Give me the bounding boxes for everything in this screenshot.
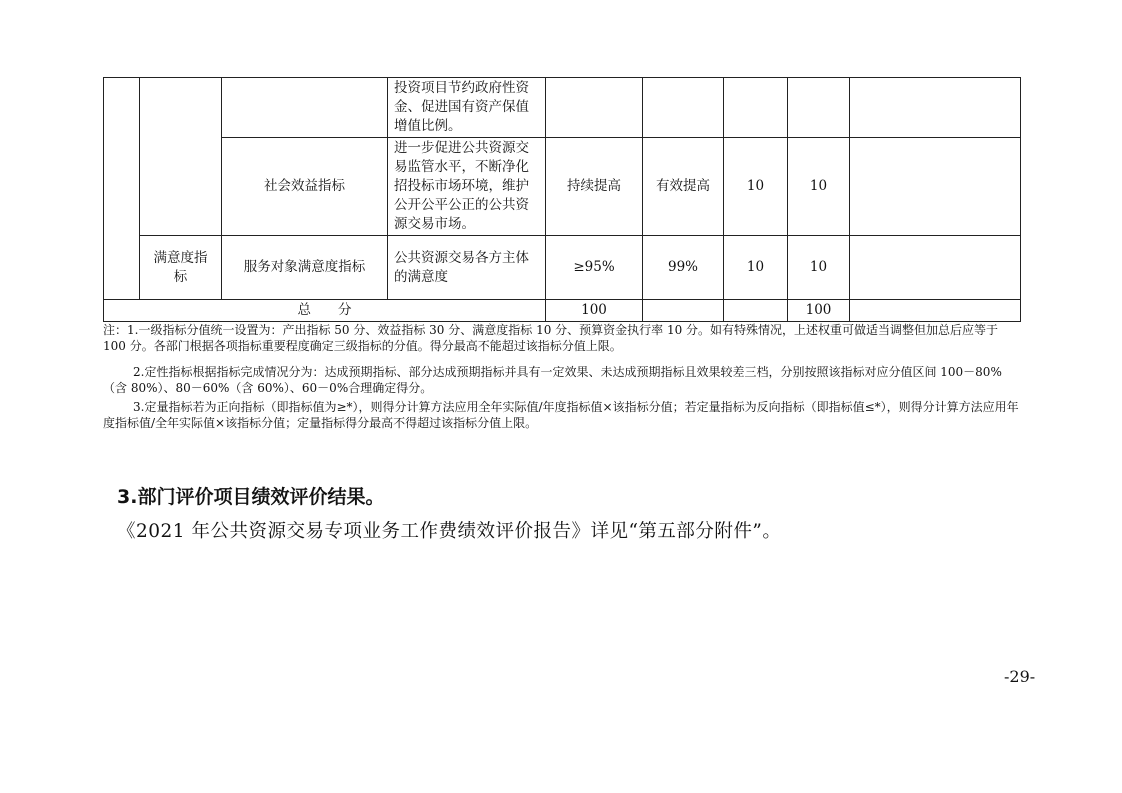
target-cell [546, 78, 643, 138]
actual-value: 99% [643, 236, 724, 300]
level3-indicator: 社会效益指标 [222, 138, 388, 236]
level3-cell [222, 78, 388, 138]
remark-cell [850, 78, 1021, 138]
page-number: -29- [1004, 667, 1036, 686]
total-row [104, 300, 1021, 322]
note-1: 注：1.一级指标分值统一设置为：产出指标 50 分、效益指标 30 分、满意度指标 10 分、预算资金执行率 10 分。如有特殊情况，上述权重可做适当调整但加总后应等于 100 分。各部门根据各项指标重要程度确定三级指标的分值。得分最高不能超过该指标分值上限。 [103, 323, 999, 353]
table-row [104, 138, 1021, 236]
indicator-description: 公共资源交易各方主体的满意度 [388, 236, 546, 300]
weight-value: 10 [724, 236, 788, 300]
performance-table [103, 77, 1021, 322]
level2-indicator: 满意度指标 [140, 236, 222, 300]
note-2: 2.定性指标根据指标完成情况分为：达成预期指标、部分达成预期指标并具有一定效果、未达成预期指标且效果较差三档，分别按照该指标对应分值区间 100－80%（含 80%）、80－60%（含 60%）、60－0%合理确定得分。 [103, 365, 1002, 395]
section-body: 《2021 年公共资源交易专项业务工作费绩效评价报告》详见“第五部分附件”。 [117, 521, 782, 542]
total-weight: 100 [546, 300, 643, 322]
target-value: 持续提高 [546, 138, 643, 236]
remark-cell [850, 138, 1021, 236]
total-actual-cell [643, 300, 724, 322]
table-row [104, 78, 1021, 138]
section-heading: 3.部门评价项目绩效评价结果。 [117, 486, 385, 508]
score-cell [788, 78, 850, 138]
total-score: 100 [788, 300, 850, 322]
score-value: 10 [788, 236, 850, 300]
level2-cell [140, 78, 222, 236]
level3-indicator: 服务对象满意度指标 [222, 236, 388, 300]
remark-cell [850, 236, 1021, 300]
weight-value: 10 [724, 138, 788, 236]
level1-cell [104, 78, 140, 300]
total-label: 总 分 [104, 300, 546, 322]
remark-cell [850, 300, 1021, 322]
indicator-description: 投资项目节约政府性资金、促进国有资产保值增值比例。 [388, 78, 546, 138]
note-3: 3.定量指标若为正向指标（即指标值为≥*），则得分计算方法应用全年实际值/年度指标值×该指标分值；若定量指标为反向指标（即指标值≤*），则得分计算方法应用年度指标值/全年实际值×该指标分值；定量指标得分最高不得超过该指标分值上限。 [103, 400, 1019, 430]
indicator-description: 进一步促进公共资源交易监管水平，不断净化招投标市场环境，维护公开公平公正的公共资源交易市场。 [388, 138, 546, 236]
weight-cell [724, 78, 788, 138]
total-weight-cell [724, 300, 788, 322]
table-row [104, 236, 1021, 300]
actual-cell [643, 78, 724, 138]
target-value: ≥95% [546, 236, 643, 300]
score-value: 10 [788, 138, 850, 236]
actual-value: 有效提高 [643, 138, 724, 236]
